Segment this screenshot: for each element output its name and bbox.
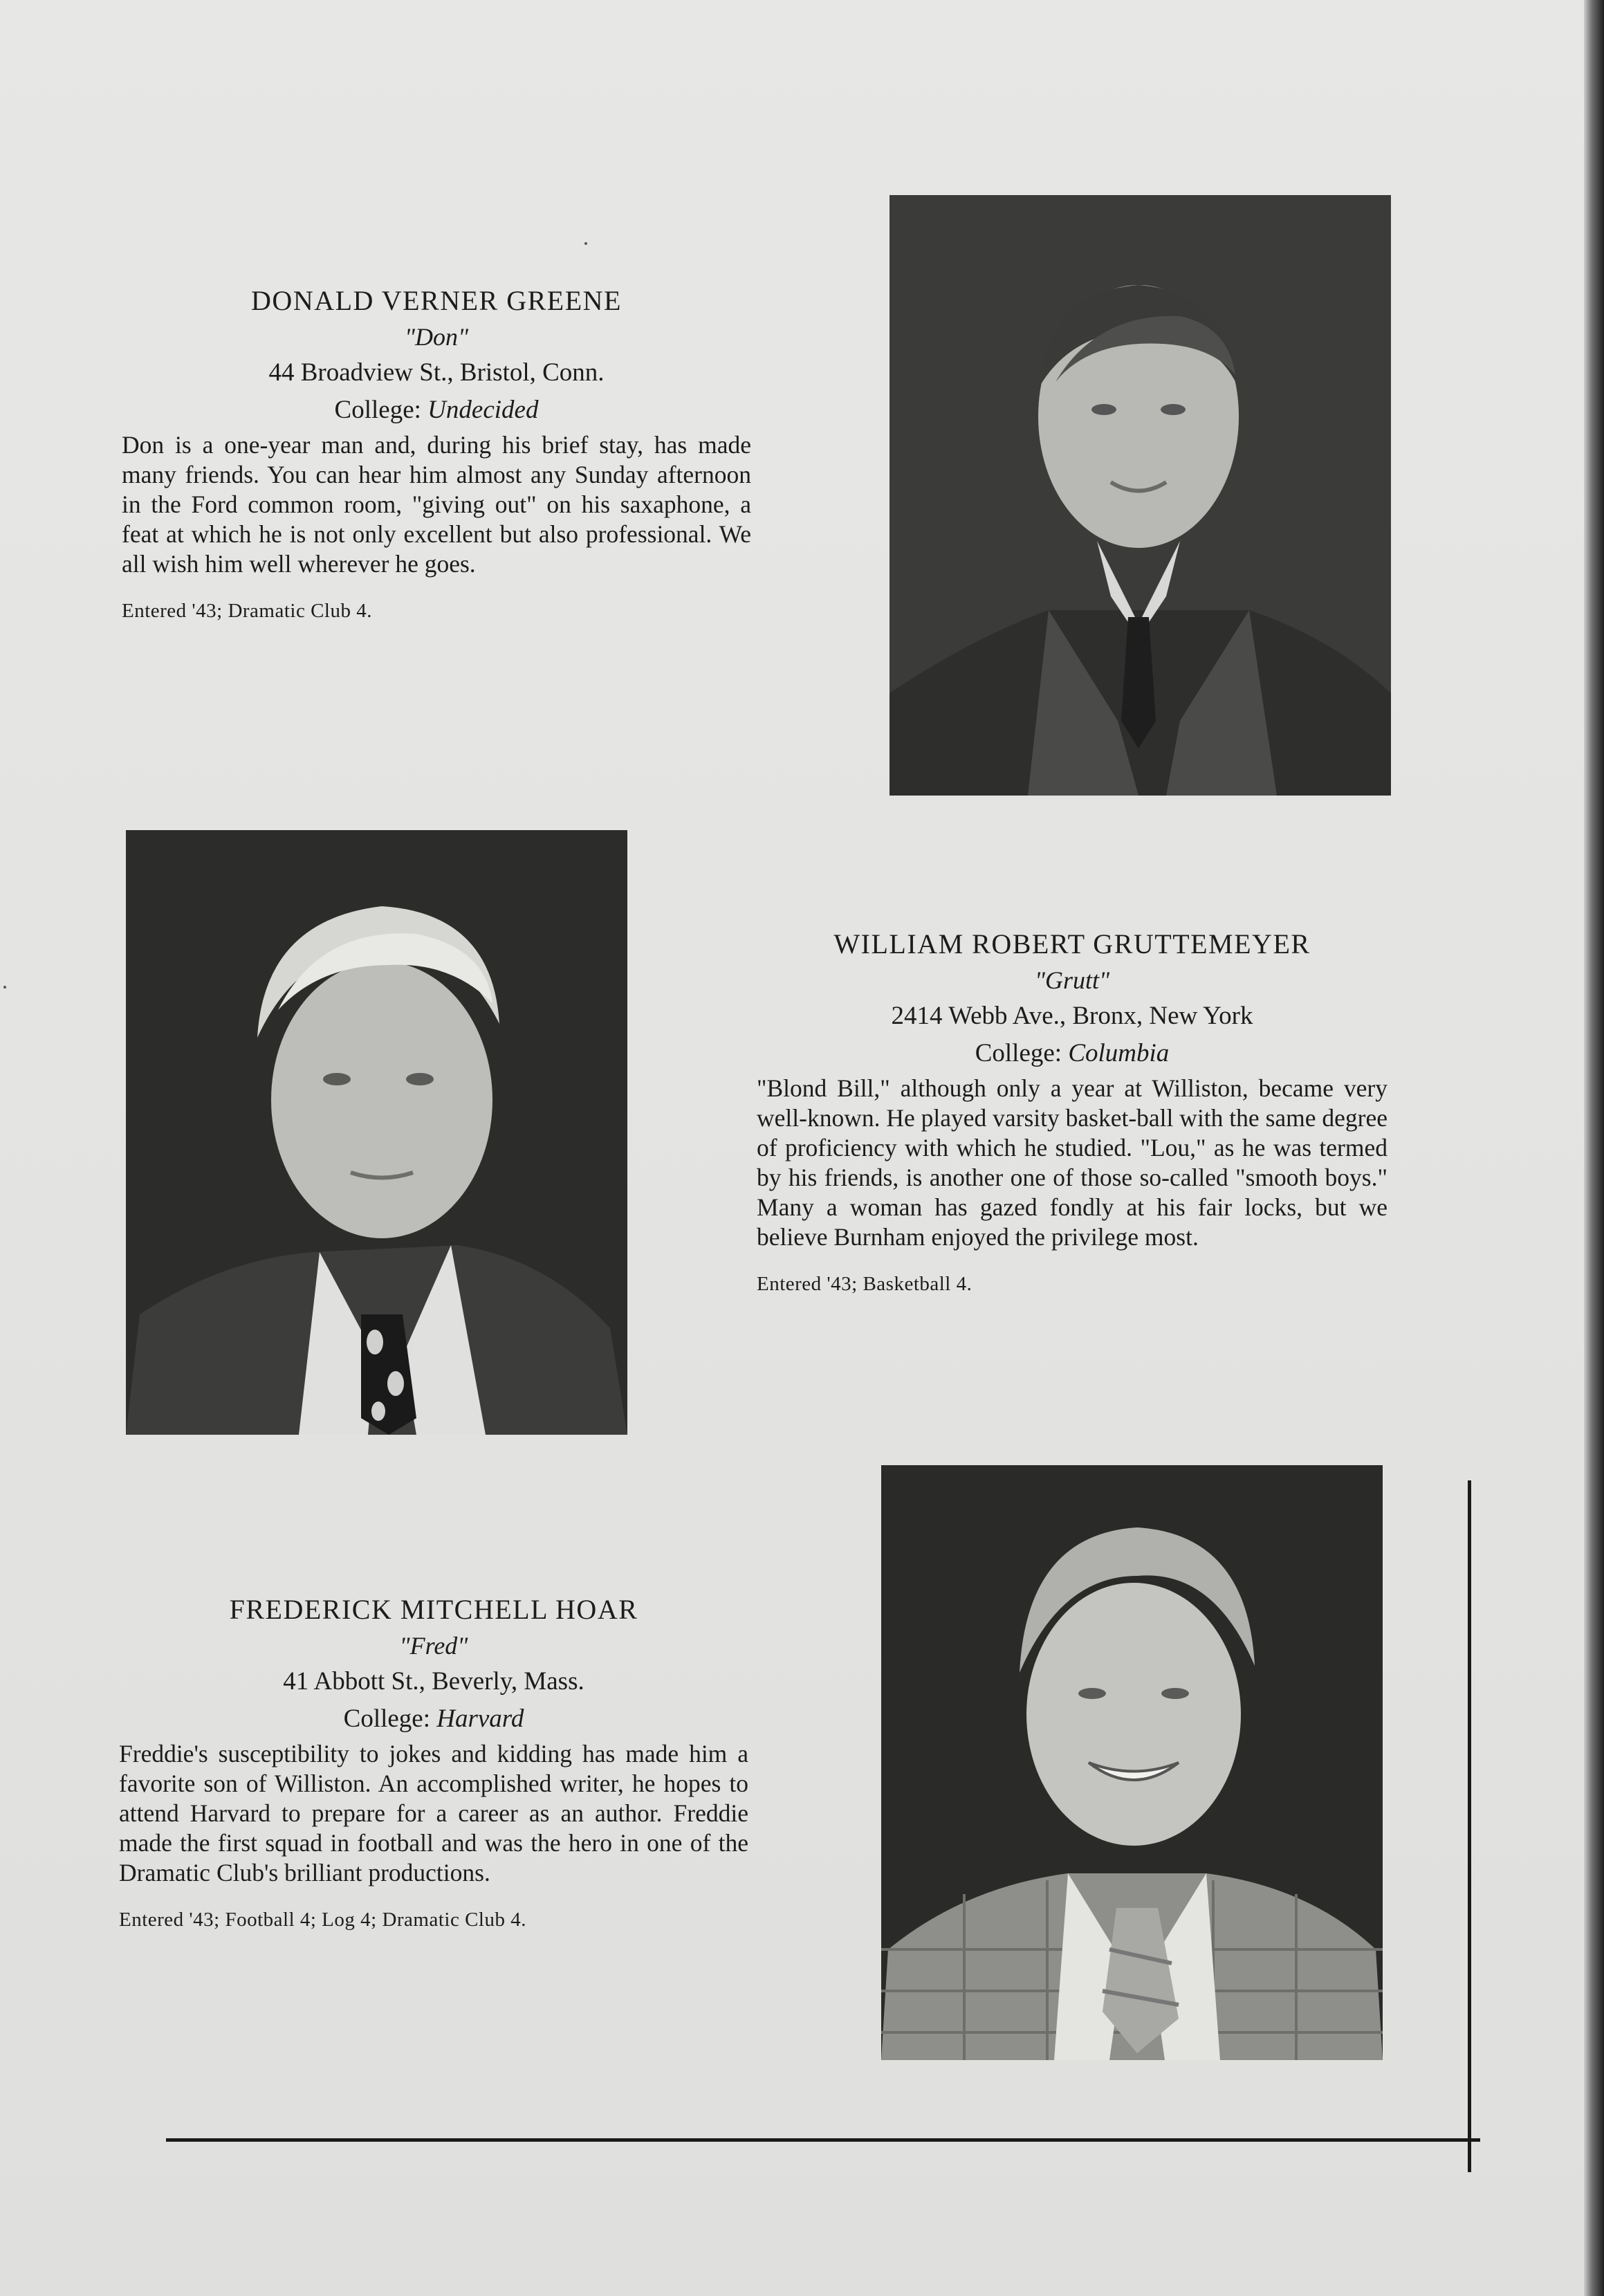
student-bio: Freddie's susceptibility to jokes and kidding has made him a favorite son of Williston. An accomplished writer, he hopes to attend Harvard to prepare for a career as an author. Freddie made the first squad in football and was the hero in one of the Dramatic Club's brilliant productions. [119, 1740, 748, 1886]
student-activities: Entered '43; Basketball 4. [757, 1273, 972, 1295]
college-name: Undecided [427, 396, 539, 424]
student-name: DONALD VERNER GREENE [251, 285, 622, 316]
student-nickname: "Don" [404, 323, 469, 351]
entry-gruttemeyer [757, 926, 1388, 1298]
student-address: 2414 Webb Ave., Bronx, New York [891, 1002, 1253, 1030]
student-nickname: "Grutt" [1034, 966, 1110, 994]
portrait-photo-gruttemeyer [126, 830, 627, 1435]
student-nickname: "Fred" [399, 1632, 468, 1660]
bottom-rule [166, 2138, 1480, 2142]
student-name: WILLIAM ROBERT GRUTTEMEYER [833, 928, 1311, 959]
student-bio: Don is a one-year man and, during his brief stay, has made many friends. You can hear him almost any Sunday afternoon in the Ford common room, "giving out" on his saxaphone, a feat at which he is not only excellent but also professional. We all wish him well wherever he goes. [122, 431, 751, 578]
student-name: FREDERICK MITCHELL HOAR [229, 1594, 638, 1625]
student-college [122, 392, 751, 429]
student-address: 44 Broadview St., Bristol, Conn. [268, 358, 605, 387]
college-name: Columbia [1068, 1039, 1170, 1067]
student-address: 41 Abbott St., Beverly, Mass. [283, 1667, 584, 1696]
college-label: College: [343, 1705, 431, 1733]
student-college [119, 1700, 748, 1738]
college-label: College: [975, 1039, 1062, 1067]
student-college [757, 1035, 1388, 1072]
paper-speck [584, 242, 587, 245]
entry-greene [122, 282, 751, 625]
page-edge-shadow [1584, 0, 1604, 2296]
portrait-photo-hoar [881, 1465, 1383, 2060]
college-label: College: [334, 396, 421, 424]
college-name: Harvard [436, 1705, 524, 1733]
student-bio: "Blond Bill," although only a year at Williston, became very well-known. He played varsity basket-ball with the same degree of proficiency with which he studied. "Lou," as he was termed by his friends, is another one of those so-called "smooth boys." Many a woman has gazed fondly at his fair locks, but we believe Burnham enjoyed the privilege most. [757, 1074, 1388, 1251]
side-rule [1468, 1480, 1471, 2172]
student-activities: Entered '43; Dramatic Club 4. [122, 600, 372, 622]
entry-hoar [119, 1591, 748, 1934]
student-activities: Entered '43; Football 4; Log 4; Dramatic Club 4. [119, 1909, 526, 1931]
paper-speck [3, 986, 6, 989]
portrait-photo-greene [889, 195, 1391, 796]
